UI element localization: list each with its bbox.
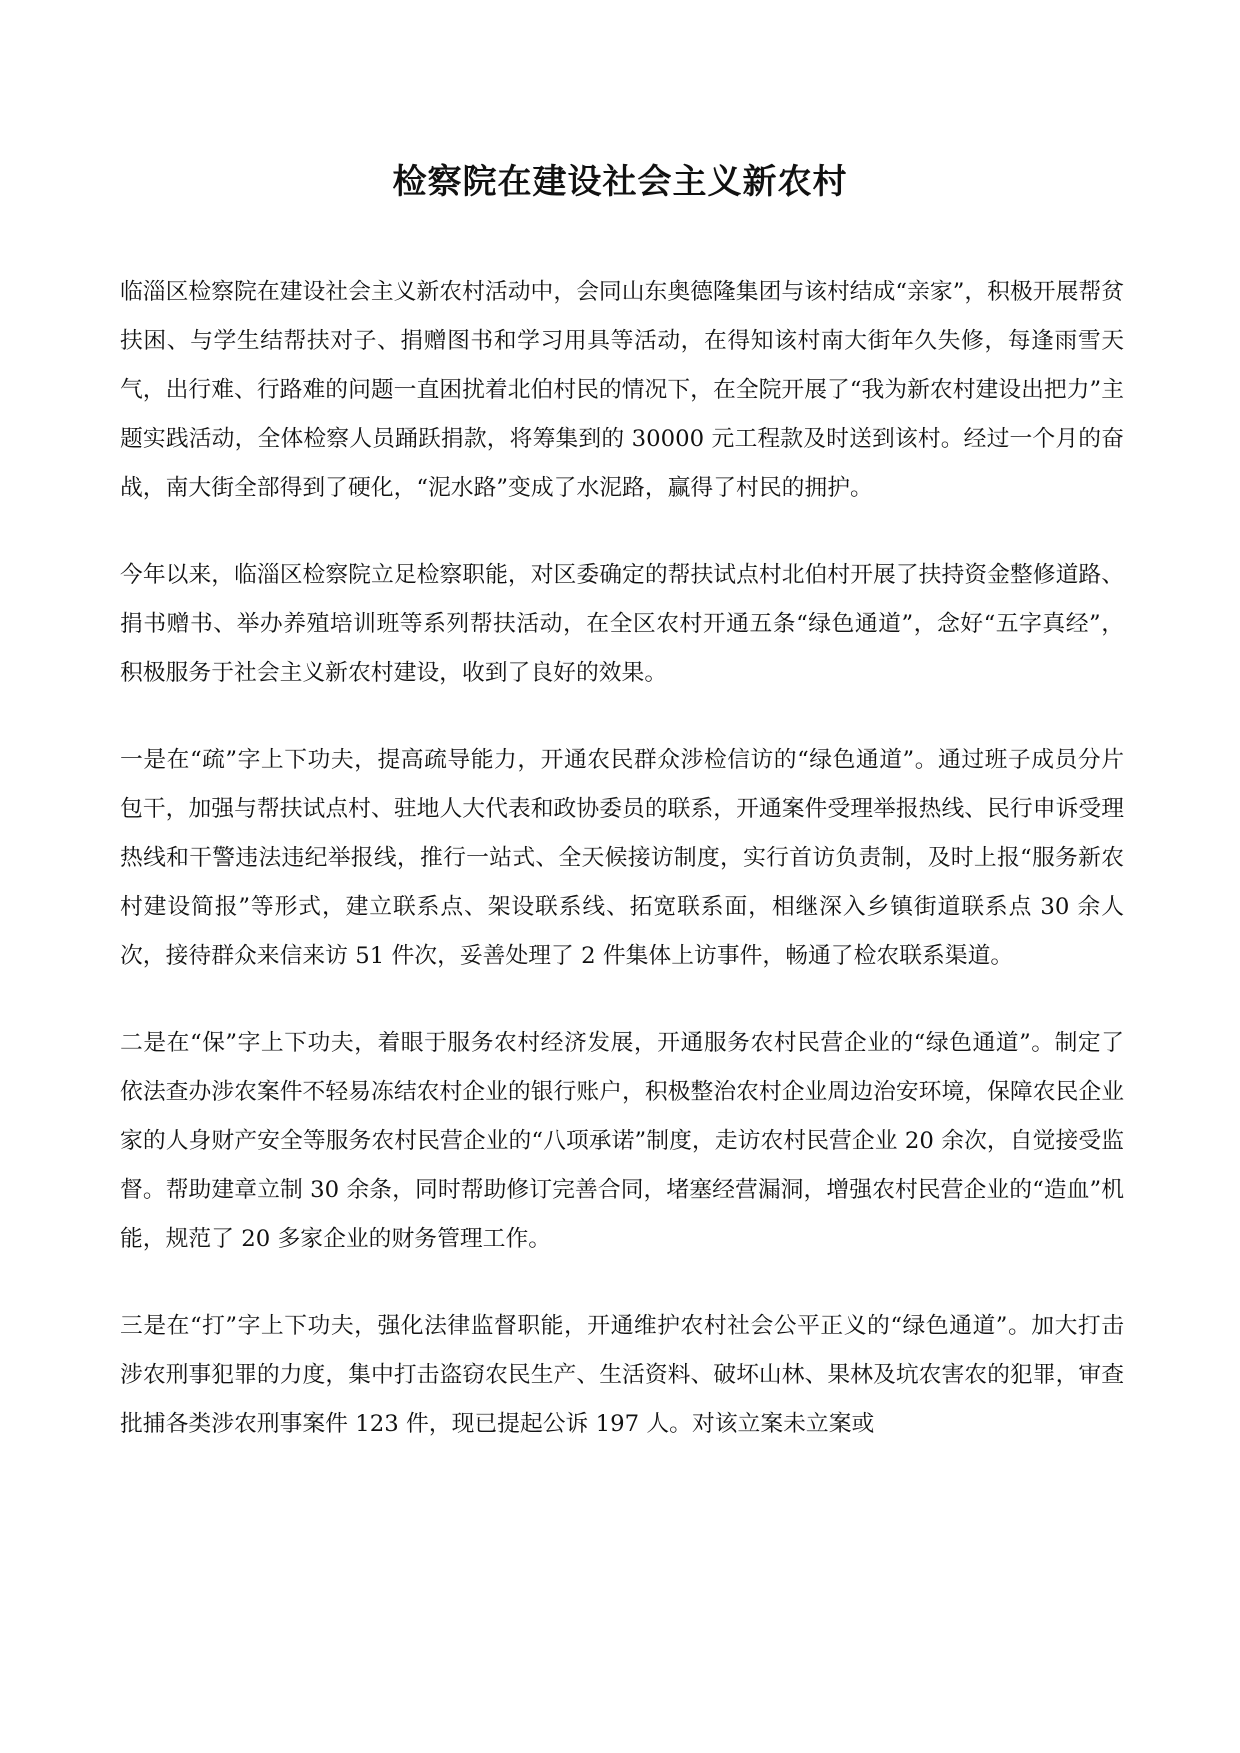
paragraph-intro: 临淄区检察院在建设社会主义新农村活动中，会同山东奥德隆集团与该村结成“亲家”，积极开展帮贫扶困、与学生结帮扶对子、捐赠图书和学习用具等活动，在得知该村南大街年久失修，每逢雨雪天气，出行难、行路难的问题一直困扰着北伯村民的情况下，在全院开展了“我为新农村建设出把力”主题实践活动，全体检察人员踊跃捐款，将筹集到的 30000 元工程款及时送到该村。经过一个月的奋战，南大街全部得到了硬化，“泥水路”变成了水泥路，赢得了村民的拥护。 (120, 279, 1124, 501)
paragraph-point-two: 二是在“保”字上下功夫，着眼于服务农村经济发展，开通服务农村民营企业的“绿色通道”。制定了依法查办涉农案件不轻易冻结农村企业的银行账户，积极整治农村企业周边治安环境，保障农民企业家的人身财产安全等服务农村民营企业的“八项承诺”制度，走访农村民营企业 20 余次，自觉接受监督。帮助建章立制 30 余条，同时帮助修订完善合同，堵塞经营漏洞，增强农村民营企业的“造血”机能，规范了 20 多家企业的财务管理工作。 (120, 1030, 1124, 1252)
document-body (120, 268, 1124, 1487)
paragraph-overview: 今年以来，临淄区检察院立足检察职能，对区委确定的帮扶试点村北伯村开展了扶持资金整修道路、捐书赠书、举办养殖培训班等系列帮扶活动，在全区农村开通五条“绿色通道”，念好“五字真经”，积极服务于社会主义新农村建设，收到了良好的效果。 (120, 562, 1124, 686)
paragraph-point-three: 三是在“打”字上下功夫，强化法律监督职能，开通维护农村社会公平正义的“绿色通道”。加大打击涉农刑事犯罪的力度，集中打击盗窃农民生产、生活资料、破坏山林、果林及坑农害农的犯罪，审查批捕各类涉农刑事案件 123 件，现已提起公诉 197 人。对该立案未立案或 (120, 1313, 1124, 1437)
paragraph-point-one: 一是在“疏”字上下功夫，提高疏导能力，开通农民群众涉检信访的“绿色通道”。通过班子成员分片包干，加强与帮扶试点村、驻地人大代表和政协委员的联系，开通案件受理举报热线、民行申诉受理热线和干警违法违纪举报线，推行一站式、全天候接访制度，实行首访负责制，及时上报“服务新农村建设简报”等形式，建立联系点、架设联系线、拓宽联系面，相继深入乡镇街道联系点 30 余人次，接待群众来信来访 51 件次，妥善处理了 2 件集体上访事件，畅通了检农联系渠道。 (120, 747, 1124, 969)
document-title: 检察院在建设社会主义新农村 (392, 162, 848, 202)
